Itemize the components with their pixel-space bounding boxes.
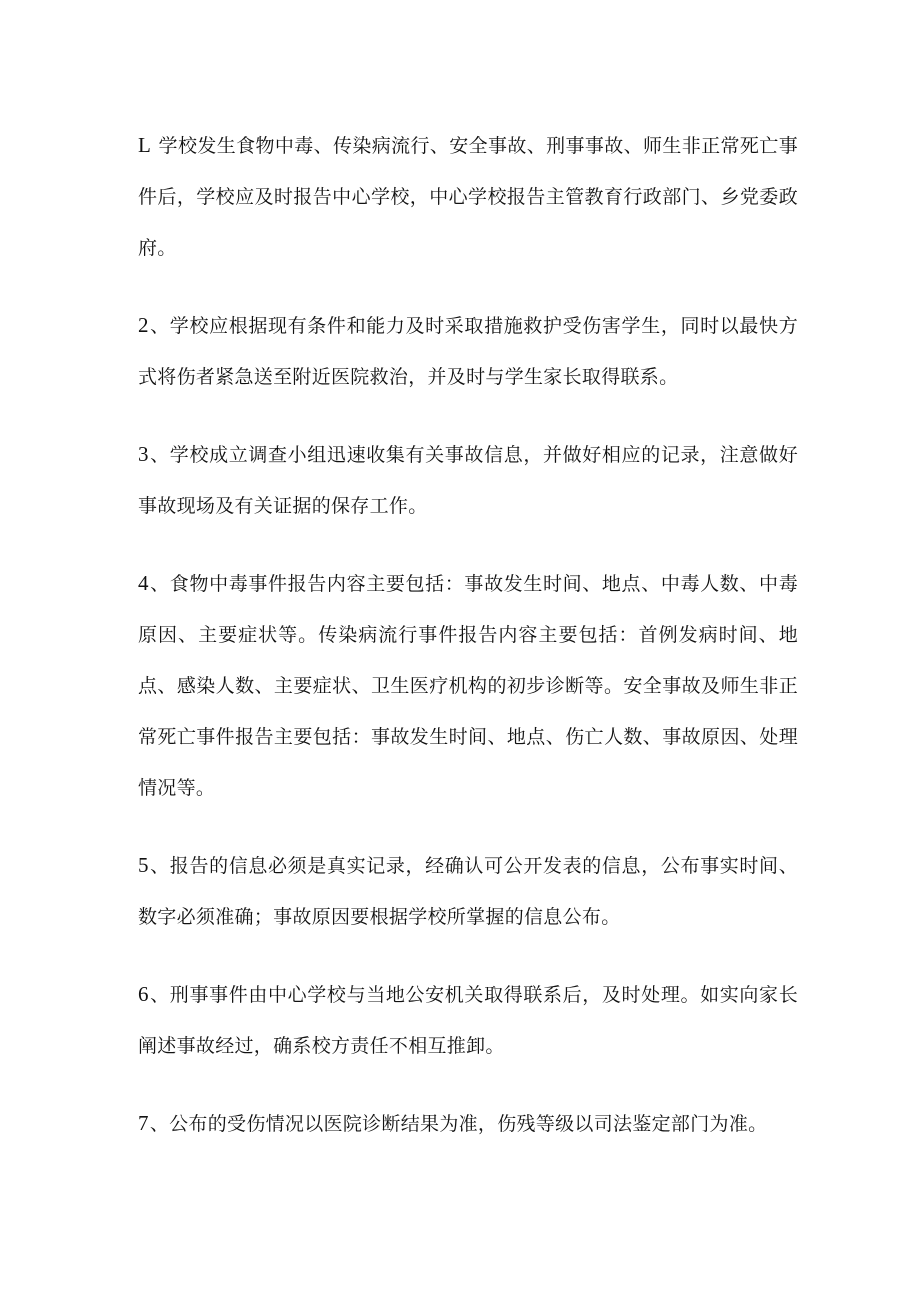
paragraph-1 bbox=[138, 120, 798, 274]
paragraph-number: 4 bbox=[138, 571, 149, 595]
paragraph-number: L bbox=[138, 133, 152, 157]
paragraph-text: 、报告的信息必须是真实记录，经确认可公开发表的信息，公布事实时间、数字必须准确；事故原因要根据学校所掌握的信息公布。 bbox=[138, 855, 798, 928]
paragraph-text: 、公布的受伤情况以医院诊断结果为准，伤残等级以司法鉴定部门为准。 bbox=[149, 1113, 768, 1135]
paragraph-number: 6 bbox=[138, 982, 149, 1006]
paragraph-5 bbox=[138, 840, 798, 943]
document-body bbox=[138, 120, 798, 1176]
paragraph-number: 3 bbox=[138, 442, 149, 466]
paragraph-4 bbox=[138, 558, 798, 814]
paragraph-text: 学校发生食物中毒、传染病流行、安全事故、刑事事故、师生非正常死亡事件后，学校应及时报告中心学校，中心学校报告主管教育行政部门、乡党委政府。 bbox=[138, 135, 798, 259]
paragraph-text: 、学校成立调查小组迅速收集有关事故信息，并做好相应的记录，注意做好事故现场及有关证据的保存工作。 bbox=[138, 444, 798, 517]
paragraph-text: 、学校应根据现有条件和能力及时采取措施救护受伤害学生，同时以最快方式将伤者紧急送至附近医院救治，并及时与学生家长取得联系。 bbox=[138, 315, 798, 388]
paragraph-number: 7 bbox=[138, 1111, 149, 1135]
paragraph-3 bbox=[138, 429, 798, 532]
paragraph-text: 、刑事事件由中心学校与当地公安机关取得联系后，及时处理。如实向家长阐述事故经过，确系校方责任不相互推卸。 bbox=[138, 984, 798, 1057]
paragraph-2 bbox=[138, 300, 798, 403]
paragraph-number: 5 bbox=[138, 853, 149, 877]
paragraph-number: 2 bbox=[138, 313, 149, 337]
paragraph-7 bbox=[138, 1098, 798, 1150]
paragraph-6 bbox=[138, 969, 798, 1072]
paragraph-text: 、食物中毒事件报告内容主要包括：事故发生时间、地点、中毒人数、中毒原因、主要症状等。传染病流行事件报告内容主要包括：首例发病时间、地点、感染人数、主要症状、卫生医疗机构的初步诊断等。安全事故及师生非正常死亡事件报告主要包括：事故发生时间、地点、伤亡人数、事故原因、处理情况等。 bbox=[138, 573, 798, 799]
